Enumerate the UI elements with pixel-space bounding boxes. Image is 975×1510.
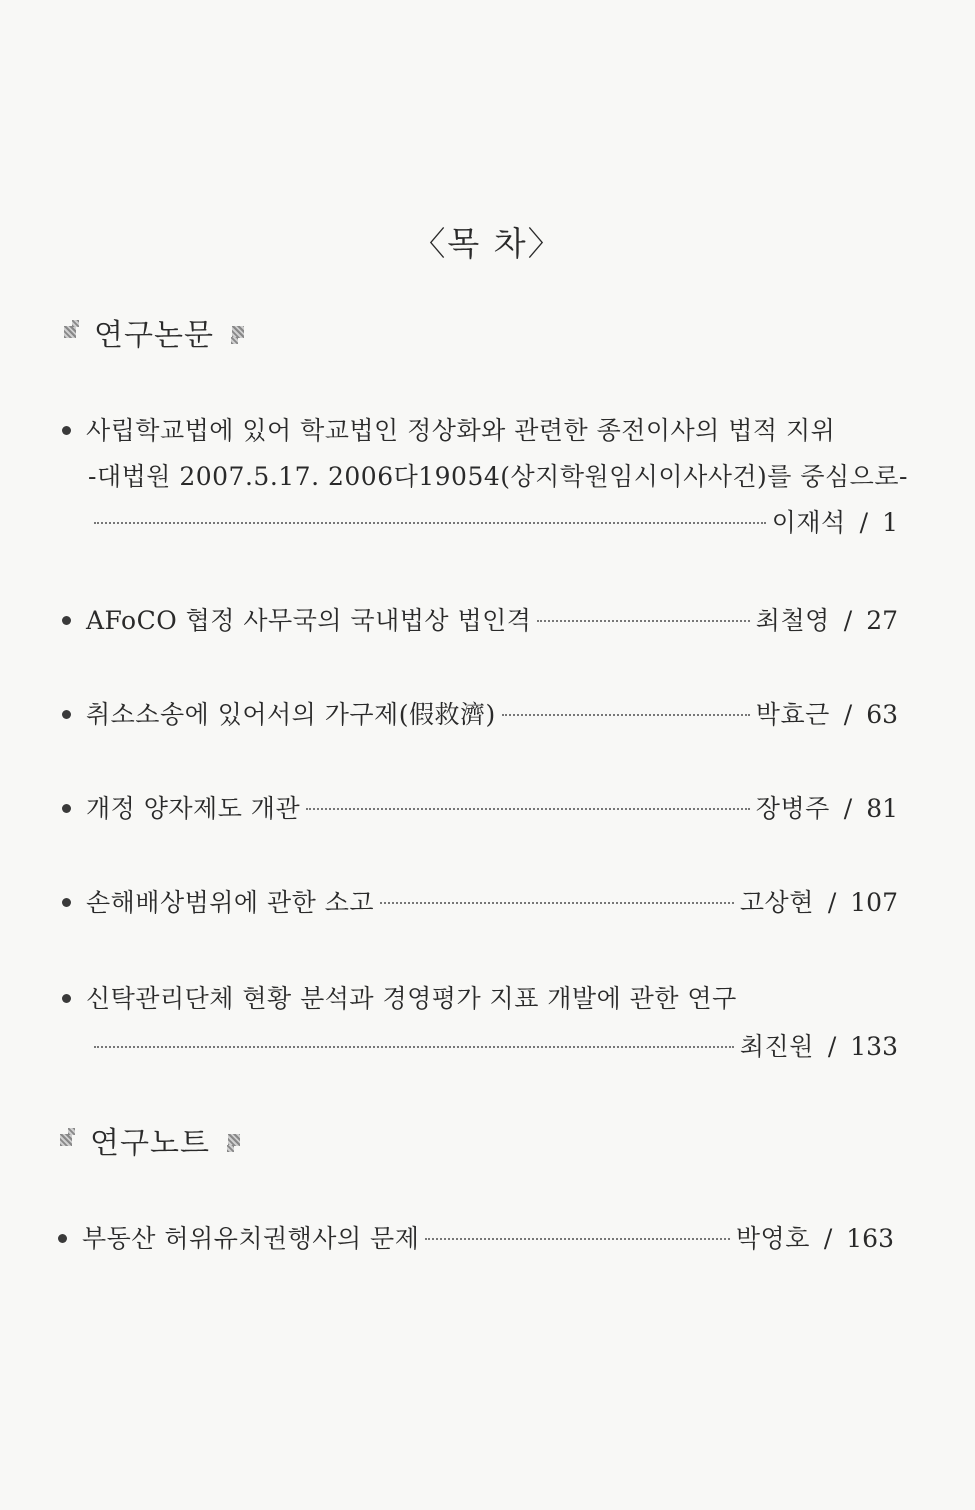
entry-author: 이재석 (771, 508, 846, 537)
toc-entry[interactable] (62, 880, 898, 926)
toc-entry[interactable] (58, 1216, 894, 1262)
toc-entry[interactable] (62, 786, 898, 832)
entry-title: 사립학교법에 있어 학교법인 정상화와 관련한 종전이사의 법적 지위 (86, 416, 836, 445)
toc-entry[interactable] (62, 598, 898, 644)
entry-separator: / (823, 1224, 833, 1253)
entry-page-number: 1 (882, 508, 898, 537)
bullet-icon (62, 994, 71, 1003)
leader-dots (94, 1046, 734, 1048)
bullet-icon (62, 710, 71, 719)
entry-author: 박효근 (755, 700, 830, 729)
entry-page-number: 81 (866, 794, 898, 823)
entry-title: 부동산 허위유치권행사의 문제 (82, 1224, 420, 1253)
entry-subtitle: -대법원 2007.5.17. 2006다19054(상지학원임시이사사건)를 중심으로- (88, 462, 908, 491)
ornament-left-icon (62, 320, 80, 344)
section-heading-research-notes (58, 1120, 244, 1160)
bullet-icon (62, 898, 71, 907)
leader-dots (502, 714, 750, 716)
entry-title: 취소소송에 있어서의 가구제(假救濟) (86, 700, 496, 729)
entry-author: 고상현 (739, 888, 814, 917)
entry-page-number: 27 (866, 606, 898, 635)
toc-entry[interactable] (62, 408, 908, 546)
entry-author: 최철영 (755, 606, 830, 635)
bullet-icon (62, 616, 71, 625)
entry-title: 개정 양자제도 개관 (86, 794, 301, 823)
section-label: 연구논문 (94, 318, 214, 353)
leader-dots (380, 902, 734, 904)
section-label: 연구노트 (90, 1126, 210, 1161)
entry-separator: / (843, 700, 853, 729)
entry-separator: / (843, 606, 853, 635)
entry-page-number: 133 (850, 1032, 898, 1061)
page-title: 〈목 차〉 (412, 224, 563, 263)
entry-title: 손해배상범위에 관한 소고 (86, 888, 375, 917)
entry-separator: / (859, 508, 869, 537)
bullet-icon (62, 426, 71, 435)
entry-separator: / (843, 794, 853, 823)
leader-dots (306, 808, 750, 810)
bullet-icon (62, 804, 71, 813)
toc-entry[interactable] (62, 976, 898, 1070)
entry-author: 최진원 (739, 1032, 814, 1061)
entry-page-number: 163 (846, 1224, 894, 1253)
entry-page-number: 107 (850, 888, 898, 917)
ornament-left-icon (58, 1128, 76, 1152)
entry-title: 신탁관리단체 현황 분석과 경영평가 지표 개발에 관한 연구 (86, 984, 737, 1013)
section-heading-research-papers (62, 312, 248, 352)
entry-author: 박영호 (735, 1224, 810, 1253)
entry-separator: / (827, 1032, 837, 1061)
entry-separator: / (827, 888, 837, 917)
entry-author: 장병주 (755, 794, 830, 823)
bullet-icon (58, 1234, 67, 1243)
ornament-right-icon (230, 320, 248, 344)
leader-dots (537, 620, 749, 622)
entry-title: AFoCO 협정 사무국의 국내법상 법인격 (86, 606, 532, 635)
ornament-right-icon (226, 1128, 244, 1152)
entry-page-number: 63 (866, 700, 898, 729)
toc-entry[interactable] (62, 692, 898, 738)
leader-dots (94, 522, 766, 524)
leader-dots (425, 1238, 730, 1240)
